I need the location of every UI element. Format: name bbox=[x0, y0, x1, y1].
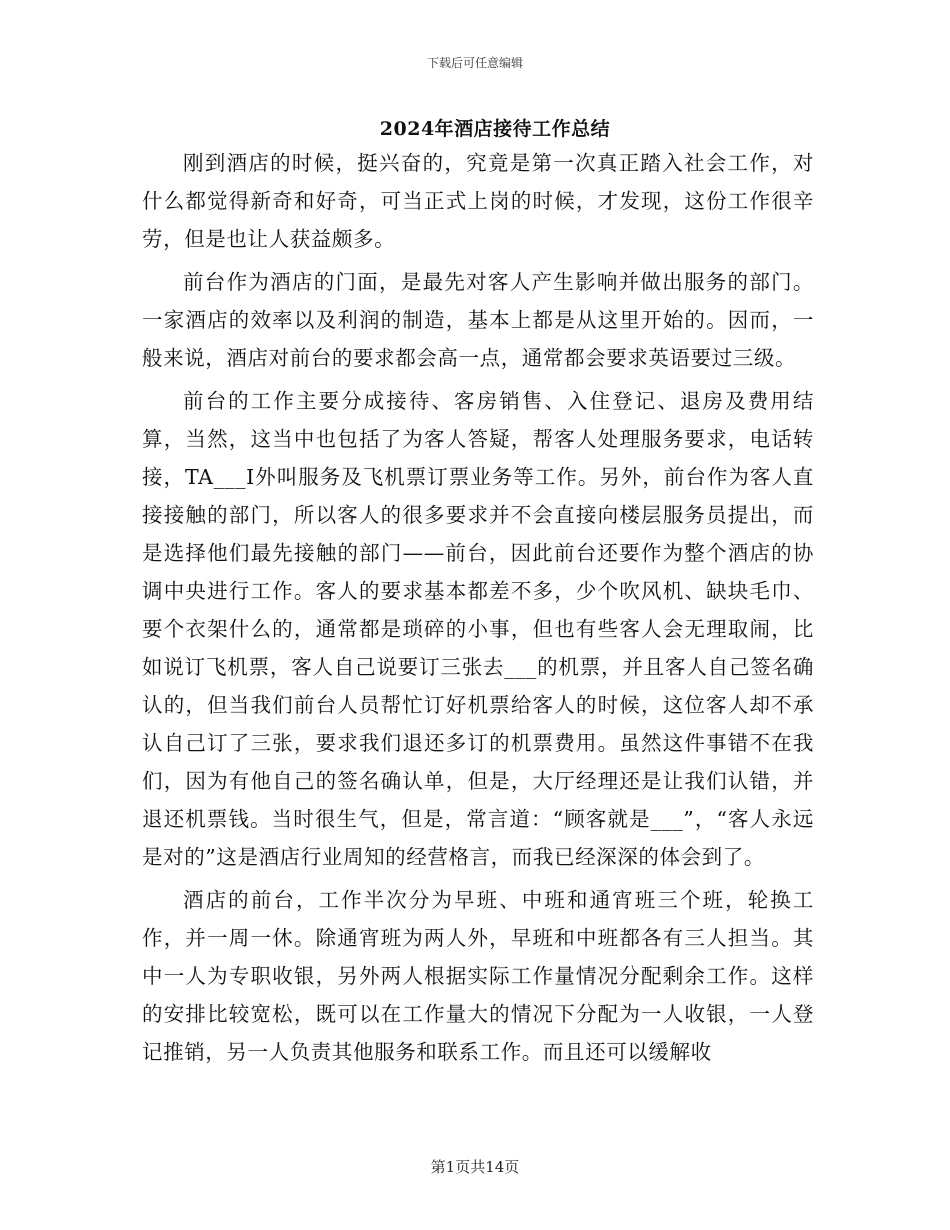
document-title: 2024年酒店接待工作总结 bbox=[379, 118, 611, 140]
page-number-footer: 第1页共14页 bbox=[430, 1158, 520, 1176]
header-note: 下载后可任意编辑 bbox=[426, 56, 523, 70]
paragraph-3: 前台的工作主要分成接待、客房销售、入住登记、退房及费用结算，当然，这当中也包括了为客人答疑，帮客人处理服务要求，电话转接，TA___I外叫服务及飞机票订票业务等工作。另外，前台作为客人直接接触的部门，所以客人的很多要求并不会直接向楼层服务员提出，而是选择他们最先接触的部门——前台，因此前台还要作为整个酒店的协调中央进行工作。客人的要求基本都差不多，少个吹风机、缺块毛巾、要个衣架什么的，通常都是琐碎的小事，但也有些客人会无理取闹，比如说订飞机票，客人自己说要订三张去___的机票，并且客人自己签名确认的，但当我们前台人员帮忙订好机票给客人的时候，这位客人却不承认自己订了三张，要求我们退还多订的机票费用。虽然这件事错不在我们，因为有他自己的签名确认单，但是，大厅经理还是让我们认错，并退还机票钱。当时很生气，但是，常言道：“顾客就是___”，“客人永远是对的”这是酒店行业周知的经营格言，而我已经深深的体会到了。 bbox=[142, 389, 814, 869]
paragraph-2: 前台作为酒店的门面，是最先对客人产生影响并做出服务的部门。一家酒店的效率以及利润的制造，基本上都是从这里开始的。因而，一般来说，酒店对前台的要求都会高一点，通常都会要求英语要过三级。 bbox=[142, 270, 814, 370]
paragraph-1: 刚到酒店的时候，挺兴奋的，究竟是第一次真正踏入社会工作，对什么都觉得新奇和好奇，可当正式上岗的时候，才发现，这份工作很辛劳，但是也让人获益颇多。 bbox=[142, 151, 814, 251]
paragraph-4: 酒店的前台，工作半次分为早班、中班和通宵班三个班，轮换工作，并一周一休。除通宵班为两人外，早班和中班都各有三人担当。其中一人为专职收银，另外两人根据实际工作量情况分配剩余工作。这样的安排比较宽松，既可以在工作量大的情况下分配为一人收银，一人登记推销，另一人负责其他服务和联系工作。而且还可以缓解收 bbox=[142, 888, 814, 1064]
document-body bbox=[142, 144, 814, 1076]
